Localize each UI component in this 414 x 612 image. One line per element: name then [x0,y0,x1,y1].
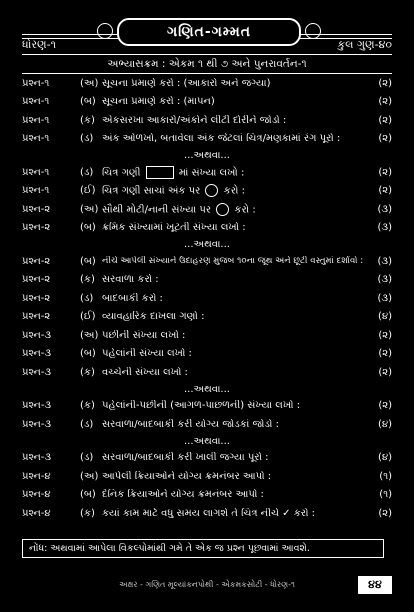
question-number: પ્રશ્ન-૧ [22,133,50,145]
sub-question: (અ) [80,203,99,215]
question-number: પ્રશ્ન-૩ [22,452,52,464]
question-number: પ્રશ્ન-૩ [22,348,52,360]
answer-box-icon [146,166,174,179]
marks: (૧) [379,489,392,501]
question-text-part: ચિત્ર ગણી સાચાં અંક પર [102,185,201,197]
marks: (૧) [379,470,392,482]
sub-question: (ક) [80,366,95,378]
marks: (૨) [378,114,392,126]
sub-question: (બ) [80,96,96,108]
question-number: પ્રશ્ન-૩ [22,400,52,412]
question-row [22,252,392,271]
marks: (૪) [377,452,392,464]
question-row [22,467,392,486]
sub-question: (અ) [80,329,99,341]
check-mark-icon: ✓ [282,507,291,519]
question-row [22,219,392,238]
question-number: પ્રશ્ન-૧ [22,166,50,178]
circle-icon [205,184,218,197]
question-number: પ્રશ્ન-૧ [22,185,50,197]
marks: (૩) [377,255,392,267]
question-text-part: કરો : [293,507,316,519]
note-box: નોંધ: અથવામાં આપેલા વિકલ્પોમાંથી ગમે તે એક જ પ્રશ્ન પૂછવામાં આવશે. [22,539,384,558]
footer-text: અક્ષર - ગણિત મૂલ્યાંકનપોથી - એકમકસોટી - ધોરણ-૧ [119,580,295,589]
sub-question: (ઈ) [80,185,96,197]
question-text: પહેલાંની સંખ્યા લખો : [102,348,192,360]
question-row [22,93,392,112]
or-divider: ...અથવા... [184,239,230,250]
question-text: સરવાળા કરો : [102,274,159,286]
question-number: પ્રશ્ન-૧ [22,114,50,126]
marks: (૩) [377,203,392,215]
question-text [102,203,368,216]
question-row [22,111,392,130]
question-number: પ્રશ્ન-૨ [22,255,51,267]
question-number: પ્રશ્ન-૨ [22,311,51,323]
question-number: પ્રશ્ન-૪ [22,470,51,482]
question-number: પ્રશ્ન-૩ [22,418,52,430]
question-row [22,200,392,219]
circle-icon [216,203,229,216]
marks: (૩) [377,222,392,234]
question-text [102,508,368,519]
marks: (૨) [378,77,392,89]
marks: (૨) [378,96,392,108]
marks: (૨) [378,366,392,378]
sub-question: (ડ) [80,133,94,145]
question-row [22,289,392,308]
question-text: એકસરખા આકારો/અંકોને લીટી દોરીને જોડો : [102,114,287,126]
marks: (૨) [378,133,392,145]
or-divider: ...અથવા... [184,435,230,447]
marks: (૨) [378,185,392,197]
question-number: પ્રશ્ન-૩ [22,329,52,341]
question-row [22,182,392,201]
question-row [22,74,392,93]
question-row [22,271,392,290]
question-row [22,308,392,327]
question-row [22,486,392,505]
question-text: સરવાળા/બાદબાકી કરી ખાલી જગ્યા પૂરો : [102,452,269,464]
question-row [22,449,392,468]
sub-question: (ઈ) [80,311,96,323]
question-text: ક્રમિક સંખ્યામાં ખૂટતી સંખ્યા લખો : [102,222,246,234]
question-text: આપેલી ક્રિયાઓને યોગ્ય ક્રમનંબર આપો : [102,470,272,482]
question-text: દૈનિક ક્રિયાઓને યોગ્ય ક્રમનંબર આપો : [102,489,264,501]
question-text: વ્યાવહારિક દાખલા ગણો : [102,311,205,323]
marks: (૩) [377,274,392,286]
marks: (૨) [378,166,392,178]
sub-question: (ડ) [80,166,94,178]
question-text-part: ચિત્ર ગણી [102,167,141,179]
question-row [22,326,392,345]
marks: (૪) [377,418,392,430]
question-number: પ્રશ્ન-૩ [22,366,52,378]
sub-question: (ક) [80,114,95,126]
marks: (૩) [377,292,392,304]
question-number: પ્રશ્ન-૪ [22,507,51,519]
sub-question: (બ) [80,222,96,234]
question-text: બાદબાકી કરો : [102,292,163,304]
question-text: સૂચના પ્રમાણે કરો : (માપન) [102,96,215,108]
sub-question: (ડ) [80,452,94,464]
question-row [22,130,392,149]
standard-label: ધોરણ-૧ [22,38,56,51]
sub-question: (ક) [80,400,95,412]
page-number: ૪૪ [358,576,392,594]
question-number: પ્રશ્ન-૨ [22,292,51,304]
question-row [22,345,392,364]
question-table [22,54,392,523]
or-divider: ...અથવા... [184,383,230,395]
question-text: સરવાળા/બાદબાકી કરી યોગ્ય જોડકાં જોડો : [102,418,279,430]
question-row [22,163,392,182]
sub-question: (ડ) [80,418,94,430]
sub-question: (બ) [80,348,96,360]
question-text: અંક ઓળખો, બતાવેલા અંક જેટલાં ચિત્ર/મણકામાં રંગ પૂરો : [102,133,341,145]
marks: (૨) [378,507,392,519]
question-row [22,504,392,523]
sub-question: (ક) [80,507,95,519]
question-text-part: કયાં કામ માટે વધુ સમય લાગશે તે ચિત્ર નીચે [102,507,279,519]
marks: (૨) [378,348,392,360]
syllabus-line: અભ્યાસક્રમ : એકમ ૧ થી ૭ અને પુનરાવર્તન-૧ [22,55,392,74]
question-row [22,415,392,434]
question-row [22,397,392,416]
question-text: વચ્ચેની સંખ્યા લખો : [102,366,188,378]
sub-question: (બ) [80,489,96,501]
marks: (૪) [377,311,392,323]
question-text: પહેલાંની-પછીની (આગળ-પાછળની) સંખ્યા લખો : [102,400,301,412]
page-title: ગણિત-ગમ્મત [117,18,301,46]
sub-question: (અ) [80,470,99,482]
or-divider: ...અથવા... [184,150,230,161]
question-text: નીચે આપેલી સંખ્યાને ઉદાહરણ મુજબ ૧૦ના જૂથ અને છૂટી વસ્તુમાં દર્શાવો : [102,256,364,267]
question-text: પછીની સંખ્યા લખો : [102,329,186,341]
question-number: પ્રશ્ન-૪ [22,489,51,501]
question-number: પ્રશ્ન-૨ [22,274,51,286]
question-number: પ્રશ્ન-૧ [22,77,50,89]
question-text [102,184,368,197]
sub-question: (ડ) [80,292,94,304]
question-text-part: કરો : [234,204,256,216]
question-text [102,166,368,179]
sub-question: (ક) [80,274,95,286]
question-number: પ્રશ્ન-૨ [22,203,51,215]
question-text-part: માં સંખ્યા લખો : [178,167,245,179]
sub-question: (બ) [80,255,96,267]
question-text-part: સૌથી મોટી/નાની સંખ્યા પર [102,204,212,216]
marks: (૨) [378,400,392,412]
question-row [22,363,392,382]
total-marks-label: કુલ ગુણ-૪૦ [337,38,392,51]
sub-question: (અ) [80,77,99,89]
question-text-part: કરો : [223,185,245,197]
marks: (૨) [378,329,392,341]
question-number: પ્રશ્ન-૨ [22,222,51,234]
question-number: પ્રશ્ન-૧ [22,96,50,108]
question-text: સૂચના પ્રમાણે કરો : (આકારો અને જગ્યા) [102,77,271,89]
